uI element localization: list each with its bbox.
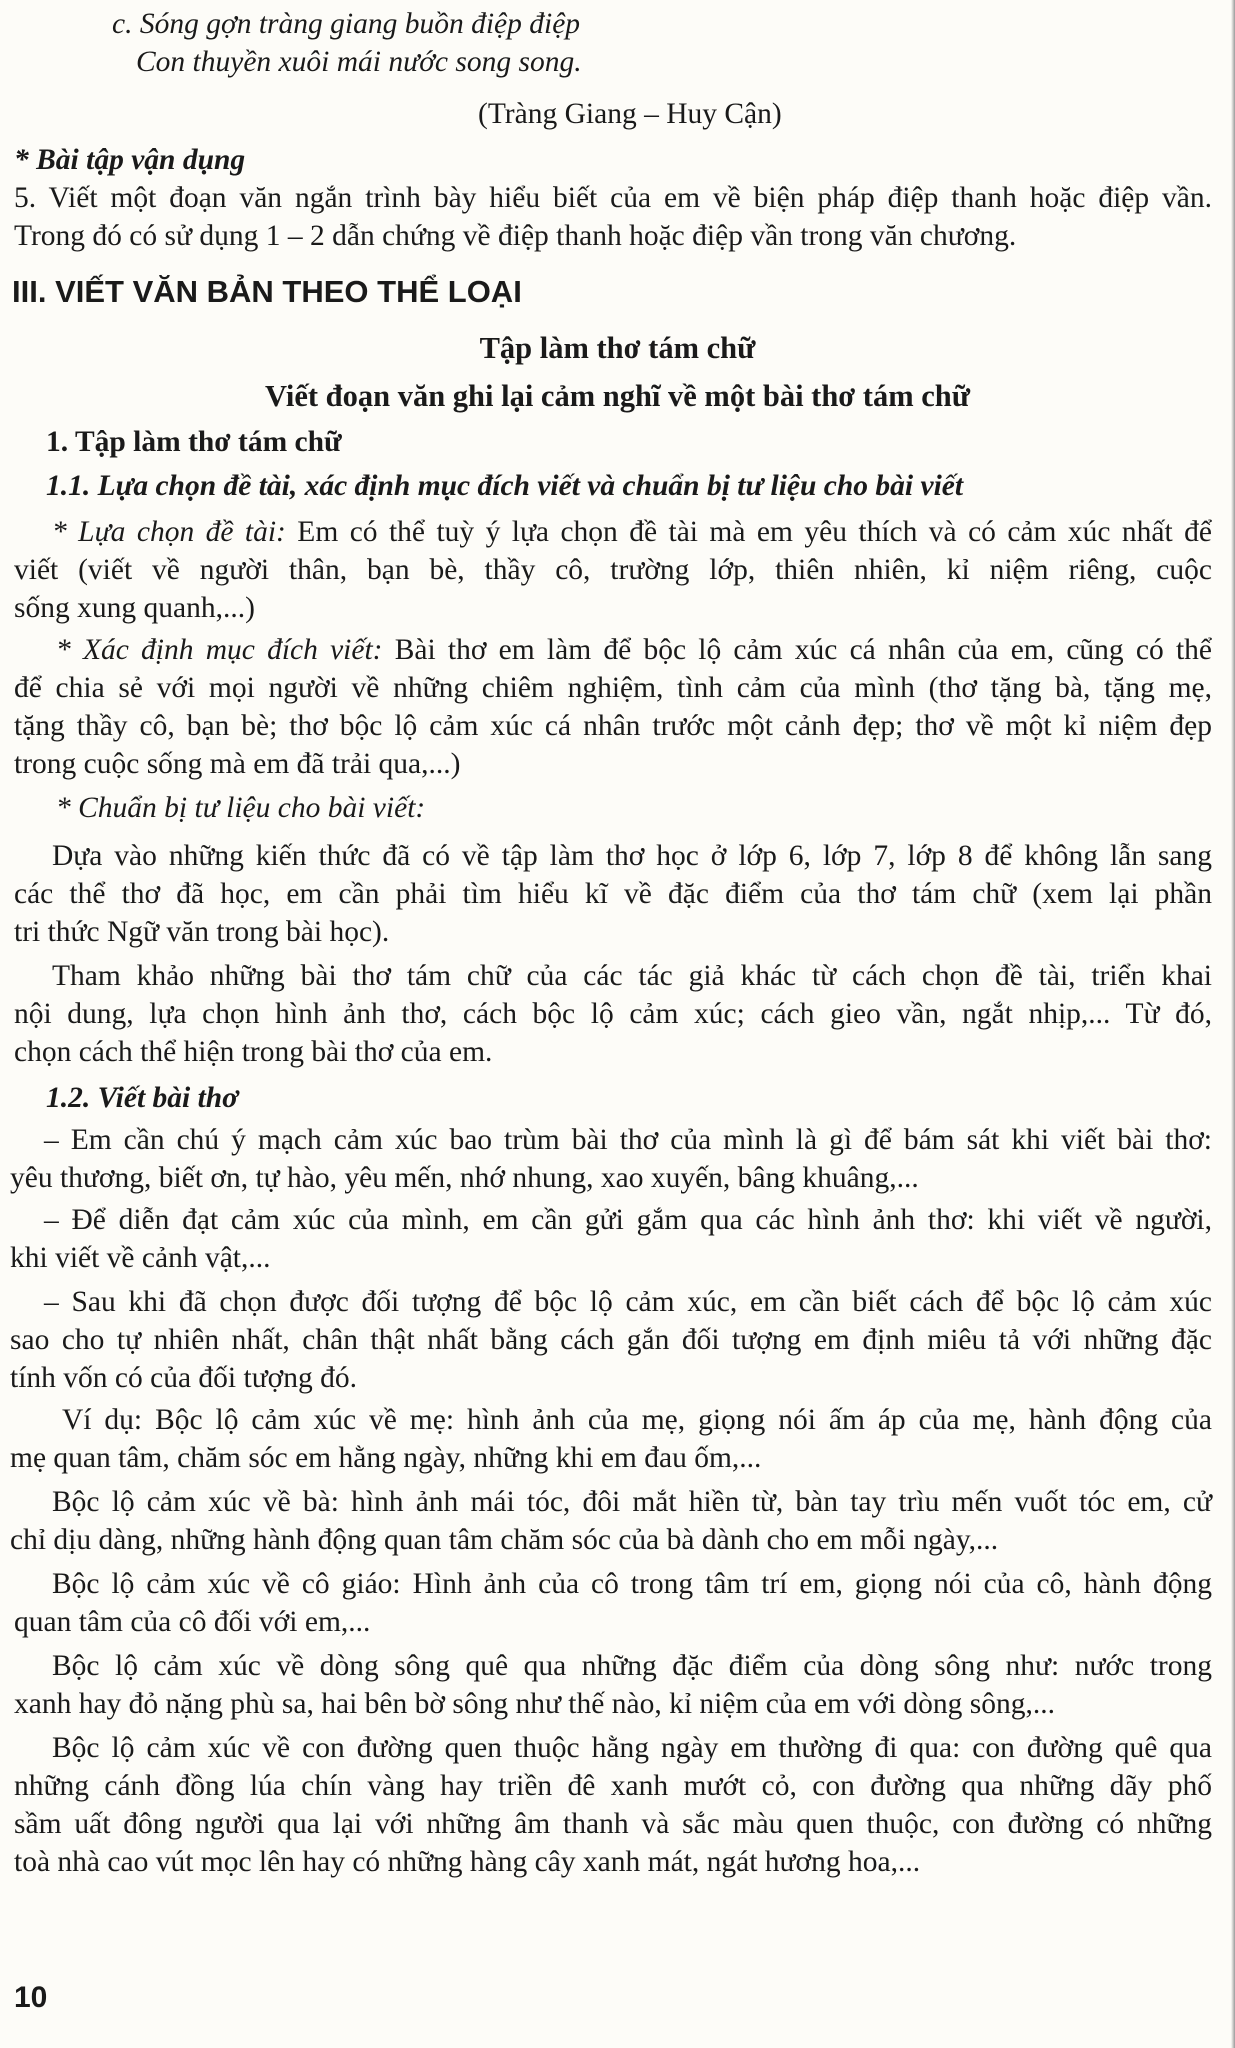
purpose-paragraph-line-2: để chia sẻ với mọi người về những chiêm nghiệm, tình cảm của mình (thơ tặng bà, tặng mẹ, <box>14 672 1212 704</box>
page-number: 10 <box>14 1981 48 2014</box>
section-title-2: Viết đoạn văn ghi lại cảm nghĩ về một bài thơ tám chữ <box>264 379 971 413</box>
part-1-heading: 1. Tập làm thơ tám chữ <box>46 426 342 458</box>
topic-paragraph-line-2: viết (viết về người thân, bạn bè, thầy cô, trường lớp, thiên nhiên, kỉ niệm riêng, cuộc <box>14 554 1212 586</box>
prep-p1-line-3: tri thức Ngữ văn trong bài học). <box>14 916 390 948</box>
write-point-1-line-1: – Em cần chú ý mạch cảm xúc bao trùm bài thơ của mình là gì để bám sát khi viết bài thơ: <box>44 1124 1212 1156</box>
section-heading: III. VIẾT VĂN BẢN THEO THỂ LOẠI <box>12 274 522 309</box>
example-5-line-1: Bộc lộ cảm xúc về con đường quen thuộc hằng ngày em thường đi qua: con đường quê qua <box>52 1732 1212 1764</box>
write-point-3-line-1: – Sau khi đã chọn được đối tượng để bộc lộ cảm xúc, em cần biết cách để bộc lộ cảm xúc <box>44 1286 1212 1318</box>
example-1-line-1: Ví dụ: Bộc lộ cảm xúc về mẹ: hình ảnh của mẹ, giọng nói ấm áp của mẹ, hành động của <box>62 1404 1212 1436</box>
write-point-1-line-2: yêu thương, biết ơn, tự hào, yêu mến, nhớ nhung, xao xuyến, bâng khuâng,... <box>10 1162 919 1194</box>
example-5-line-4: toà nhà cao vút mọc lên hay có những hàng cây xanh mát, ngát hương hoa,... <box>14 1846 921 1878</box>
topic-paragraph-line-1: * Lựa chọn đề tài: Em có thể tuỳ ý lựa chọn đề tài mà em yêu thích và có cảm xúc nhất để <box>52 516 1212 548</box>
example-5-line-3: sầm uất đông người qua lại với những âm thanh và sắc màu quen thuộc, con đường có những <box>14 1808 1212 1840</box>
write-point-2-line-1: – Để diễn đạt cảm xúc của mình, em cần gửi gắm qua các hình ảnh thơ: khi viết về người, <box>44 1204 1212 1236</box>
topic-label: * Lựa chọn đề tài: <box>52 516 286 548</box>
exercise-heading: * Bài tập vận dụng <box>14 144 246 176</box>
subheading-1-1: 1.1. Lựa chọn đề tài, xác định mục đích viết và chuẩn bị tư liệu cho bài viết <box>46 470 964 502</box>
prep-label: * Chuẩn bị tư liệu cho bài viết: <box>56 792 426 824</box>
example-3-line-2: quan tâm của cô đối với em,... <box>14 1606 371 1638</box>
purpose-label: * Xác định mục đích viết: <box>56 634 383 666</box>
poem-line-2: Con thuyền xuôi mái nước song song. <box>136 46 582 78</box>
prep-p2-line-2: nội dung, lựa chọn hình ảnh thơ, cách bộc lộ cảm xúc; cách gieo vần, ngắt nhịp,... Từ đó, <box>14 998 1212 1030</box>
write-point-2-line-2: khi viết về cảnh vật,... <box>10 1242 271 1274</box>
example-5-line-2: những cánh đồng lúa chín vàng hay triền đê xanh mướt cỏ, con đường qua những dãy phố <box>14 1770 1212 1802</box>
example-4-line-2: xanh hay đỏ nặng phù sa, hai bên bờ sông như thế nào, kỉ niệm của em với dòng sông,... <box>14 1688 1055 1720</box>
purpose-paragraph-line-1: * Xác định mục đích viết: Bài thơ em làm để bộc lộ cảm xúc cá nhân của em, cũng có thể <box>56 634 1212 666</box>
prep-p1-line-1: Dựa vào những kiến thức đã có về tập làm thơ học ở lớp 6, lớp 7, lớp 8 để không lẫn sang <box>52 840 1212 872</box>
prep-p2-line-3: chọn cách thể hiện trong bài thơ của em. <box>14 1036 493 1068</box>
prep-p1-line-2: các thể thơ đã học, em cần phải tìm hiểu kĩ về đặc điểm của thơ tám chữ (xem lại phần <box>14 878 1212 910</box>
example-2-line-2: chỉ dịu dàng, những hành động quan tâm chăm sóc của bà dành cho em mỗi ngày,... <box>10 1524 999 1556</box>
poem-source: (Tràng Giang – Huy Cận) <box>478 98 782 130</box>
subheading-1-2: 1.2. Viết bài thơ <box>46 1082 239 1114</box>
example-2-line-1: Bộc lộ cảm xúc về bà: hình ảnh mái tóc, đôi mắt hiền từ, bàn tay trìu mến vuốt tóc em, cử <box>52 1486 1212 1518</box>
exercise-q5-line-1: 5. Viết một đoạn văn ngắn trình bày hiểu biết của em về biện pháp điệp thanh hoặc điệp vần. <box>14 182 1212 214</box>
topic-paragraph-line-3: sống xung quanh,...) <box>14 592 255 624</box>
write-point-3-line-2: sao cho tự nhiên nhất, chân thật nhất bằng cách gắn đối tượng em định miêu tả với những đặc <box>10 1324 1212 1356</box>
exercise-q5-line-2: Trong đó có sử dụng 1 – 2 dẫn chứng về điệp thanh hoặc điệp vần trong văn chương. <box>14 220 1017 252</box>
poem-line-1: c. Sóng gợn tràng giang buồn điệp điệp <box>112 8 581 40</box>
page-edge-shadow <box>1231 0 1235 2048</box>
example-4-line-1: Bộc lộ cảm xúc về dòng sông quê qua những đặc điểm của dòng sông như: nước trong <box>52 1650 1212 1682</box>
section-title-1: Tập làm thơ tám chữ <box>479 331 756 365</box>
example-1-line-2: mẹ quan tâm, chăm sóc em hằng ngày, những khi em đau ốm,... <box>10 1442 762 1474</box>
example-3-line-1: Bộc lộ cảm xúc về cô giáo: Hình ảnh của cô trong tâm trí em, giọng nói của cô, hành động <box>52 1568 1212 1600</box>
write-point-3-line-3: tính vốn có của đối tượng đó. <box>10 1362 358 1394</box>
purpose-paragraph-line-3: tặng thầy cô, bạn bè; thơ bộc lộ cảm xúc cá nhân trước một cảnh đẹp; thơ về một kỉ niệm đẹp <box>14 710 1212 742</box>
prep-p2-line-1: Tham khảo những bài thơ tám chữ của các tác giả khác từ cách chọn đề tài, triển khai <box>52 960 1212 992</box>
purpose-paragraph-line-4: trong cuộc sống mà em đã trải qua,...) <box>14 748 461 780</box>
